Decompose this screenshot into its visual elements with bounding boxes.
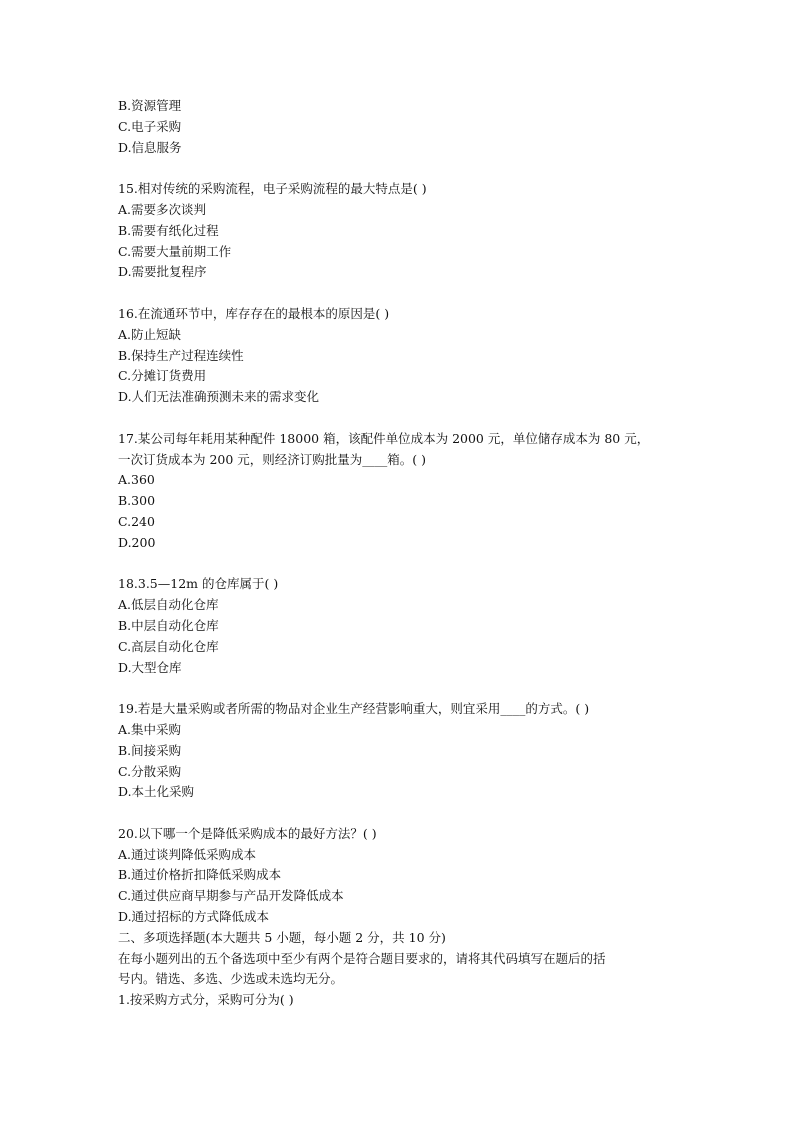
option-a: A.防止短缺: [118, 326, 182, 342]
question-stem: 15.相对传统的采购流程，电子采购流程的最大特点是( ): [118, 181, 427, 197]
option-c: C.通过供应商早期参与产品开发降低成本: [118, 888, 344, 904]
option-d: D.本土化采购: [118, 784, 195, 800]
option-c: C.分散采购: [118, 763, 182, 779]
question-18: [118, 574, 688, 678]
option-d: D.通过招标的方式降低成本: [118, 909, 270, 925]
option-b: B.资源管理: [118, 98, 182, 113]
section-multiple-choice: [118, 928, 688, 1011]
question-stem: 20.以下哪一个是降低采购成本的最好方法？( ): [118, 825, 377, 841]
question-stem: 16.在流通环节中，库存存在的最根本的原因是( ): [118, 305, 390, 321]
section-instructions-line-1: 在每小题列出的五个备选项中至少有两个是符合题目要求的，请将其代码填写在题后的括: [118, 950, 606, 966]
question-stem: 19.若是大量采购或者所需的物品对企业生产经营影响重大，则宜采用____的方式。( ): [118, 701, 590, 717]
option-a: A.需要多次谈判: [118, 201, 207, 217]
option-c: C.240: [118, 513, 155, 529]
option-d: D.大型仓库: [118, 659, 182, 675]
option-c: C.电子采购: [118, 118, 182, 134]
question-19: [118, 699, 688, 803]
option-c: C.分摊订货费用: [118, 368, 207, 384]
option-b: B.需要有纸化过程: [118, 222, 219, 238]
question-14-options-continued: [118, 96, 688, 158]
question-stem-line-2: 一次订货成本为 200 元，则经济订购批量为____箱。( ): [118, 451, 427, 467]
question-stem: 1.按采购方式分，采购可分为( ): [118, 992, 294, 1008]
option-c: C.需要大量前期工作: [118, 243, 232, 259]
section-heading: 二、多项选择题(本大题共 5 小题，每小题 2 分，共 10 分): [118, 929, 446, 945]
option-d: D.信息服务: [118, 139, 182, 155]
question-16: [118, 304, 688, 408]
option-a: A.360: [118, 472, 155, 488]
option-a: A.集中采购: [118, 721, 182, 737]
question-17: [118, 429, 688, 554]
option-d: D.人们无法准确预测未来的需求变化: [118, 389, 320, 405]
exam-page: [118, 96, 688, 1011]
question-stem: 18.3.5—12m 的仓库属于( ): [118, 576, 279, 592]
option-b: B.中层自动化仓库: [118, 617, 219, 633]
option-a: A.低层自动化仓库: [118, 597, 219, 613]
question-15: [118, 179, 688, 283]
question-20: [118, 824, 688, 928]
question-stem-line-1: 17.某公司每年耗用某种配件 18000 箱，该配件单位成本为 2000 元，单位储存成本为 80 元，: [118, 430, 650, 446]
option-d: D.需要批复程序: [118, 264, 207, 280]
option-b: B.间接采购: [118, 742, 182, 758]
option-b: B.保持生产过程连续性: [118, 347, 244, 363]
section-instructions-line-2: 号内。错选、多选、少选或未选均无分。: [118, 971, 344, 987]
option-c: C.高层自动化仓库: [118, 638, 219, 654]
option-b: B.300: [118, 493, 156, 509]
option-a: A.通过谈判降低采购成本: [118, 846, 257, 862]
option-b: B.通过价格折扣降低采购成本: [118, 867, 282, 883]
option-d: D.200: [118, 534, 156, 550]
